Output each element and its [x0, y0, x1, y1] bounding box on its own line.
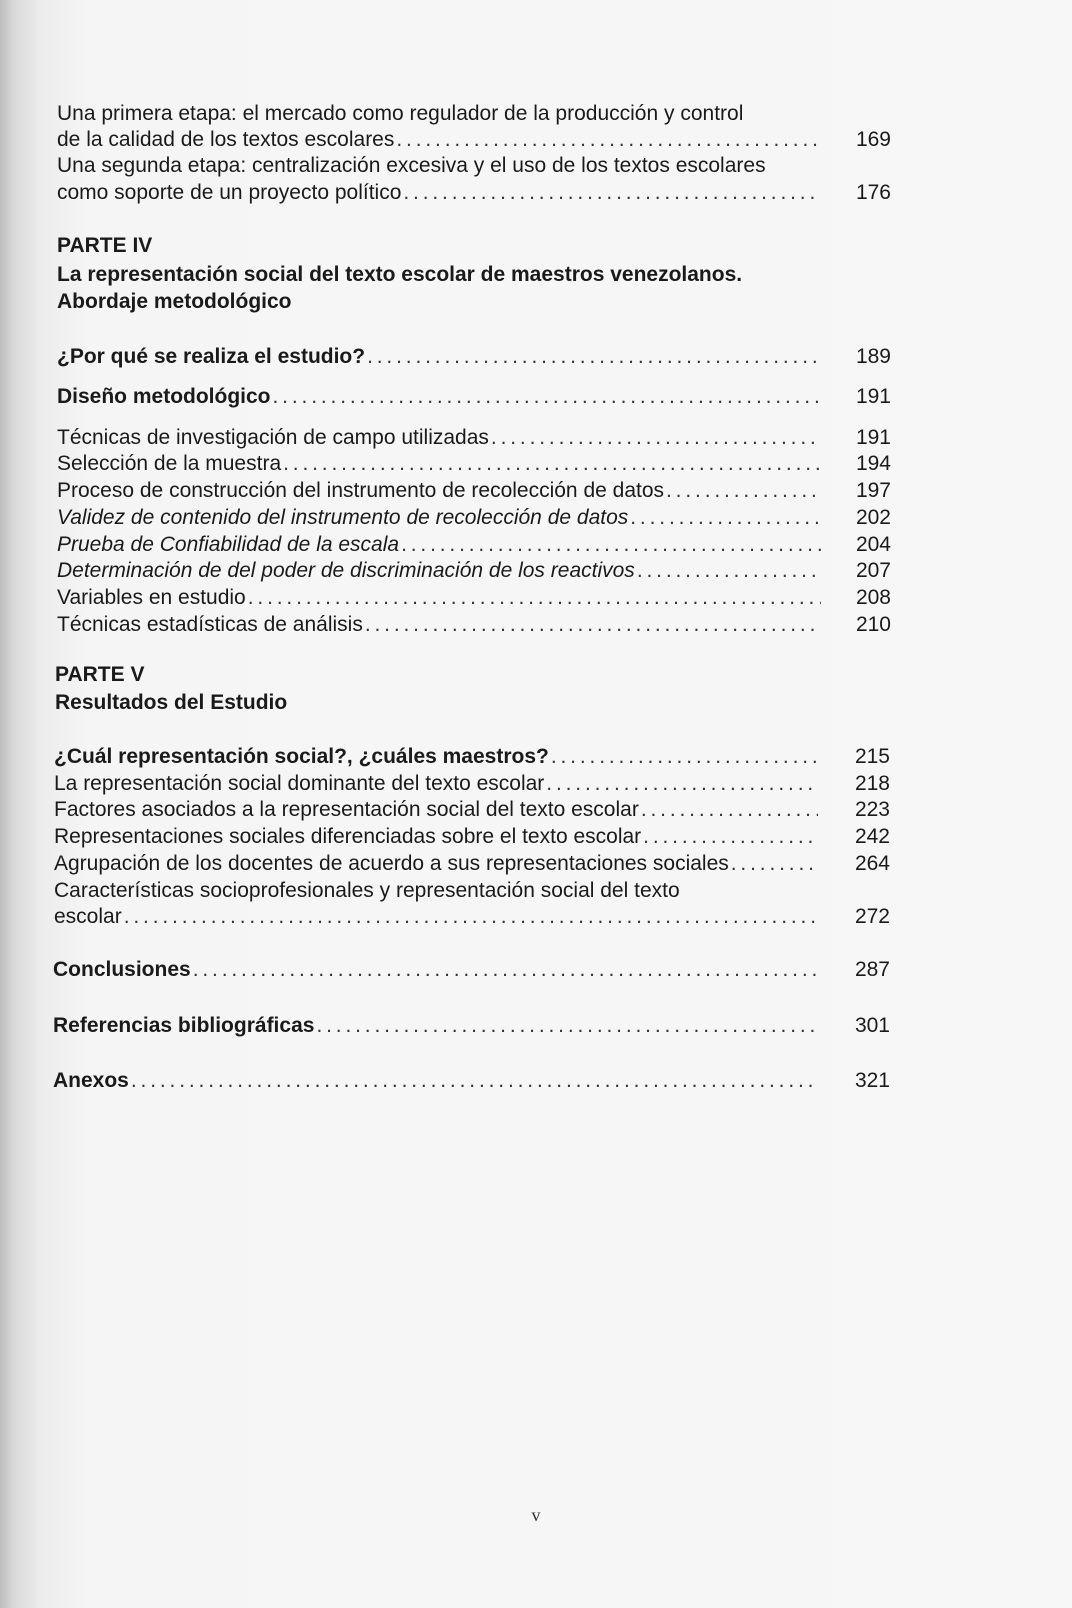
toc-entry [57, 612, 891, 638]
toc-entry [54, 904, 890, 930]
toc-entry [57, 180, 891, 206]
toc-entry-title: ¿Por qué se realiza el estudio? [57, 345, 366, 368]
toc-page-number: 215 [854, 745, 890, 768]
toc-entry-title: Anexos [53, 1069, 129, 1092]
toc-page-number: 207 [855, 559, 891, 582]
toc-entry-title: Determinación de del poder de discriminación de los reactivos [57, 559, 635, 582]
toc-page-number: 191 [855, 385, 891, 408]
toc-page-number: 202 [855, 506, 891, 529]
toc-entry [57, 384, 891, 410]
toc-entry [53, 1068, 890, 1094]
toc-entry-title: de la calidad de los textos escolares [57, 128, 395, 151]
toc-entry-title: Variables en estudio [57, 586, 246, 609]
dot-leader [643, 824, 818, 850]
toc-entry-title: Validez de contenido del instrumento de recolección de datos [57, 506, 629, 529]
toc-entry-line: Características socioprofesionales y representación social del texto [54, 879, 680, 902]
part-title: Abordaje metodológico [57, 290, 292, 313]
dot-leader [551, 744, 818, 770]
toc-entry-title: Proceso de construcción del instrumento de recolección de datos [57, 479, 665, 502]
dot-leader [546, 771, 818, 797]
toc-entry [54, 851, 890, 877]
toc-page-number: 242 [854, 825, 890, 848]
dot-leader [316, 1013, 818, 1039]
toc-page-number: 287 [854, 958, 890, 981]
part-label: PARTE IV [57, 234, 153, 257]
toc-page-number: 223 [854, 798, 890, 821]
dot-leader [193, 957, 818, 983]
toc-entry-line: Una segunda etapa: centralización excesiva y el uso de los textos escolares [57, 154, 766, 177]
toc-entry [57, 127, 891, 153]
dot-leader [731, 851, 818, 877]
toc-page-number: 191 [855, 426, 891, 449]
toc-entry-title: Selección de la muestra [57, 452, 282, 475]
dot-leader [124, 904, 818, 930]
dot-leader [273, 384, 821, 410]
toc-page-number: 204 [855, 533, 891, 556]
part-label: PARTE V [55, 663, 145, 686]
toc-entry-title: Técnicas de investigación de campo utilizadas [57, 426, 489, 449]
toc-entry [53, 957, 890, 983]
toc-entry [57, 505, 891, 531]
toc-entry [57, 532, 891, 558]
toc-entry [57, 451, 891, 477]
dot-leader [666, 478, 821, 504]
toc-page-number: 197 [855, 479, 891, 502]
dot-leader [630, 505, 821, 531]
toc-entry [54, 797, 890, 823]
toc-entry [57, 425, 891, 451]
toc-entry [57, 558, 891, 584]
toc-entry-title: Referencias bibliográficas [53, 1014, 315, 1037]
dot-leader [131, 1068, 818, 1094]
toc-page-number: 321 [854, 1069, 890, 1092]
part-title: La representación social del texto escolar de maestros venezolanos. [57, 263, 743, 286]
toc-page-number: 176 [855, 181, 891, 204]
toc-page-number: 208 [855, 586, 891, 609]
dot-leader [283, 451, 821, 477]
page-folio: v [531, 1505, 541, 1525]
dot-leader [403, 180, 821, 206]
toc-entry-title: Representaciones sociales diferenciadas sobre el texto escolar [54, 825, 642, 848]
toc-entry-title: escolar [54, 905, 122, 928]
toc-entry-title: ¿Cuál representación social?, ¿cuáles maestros? [54, 745, 549, 768]
toc-entry [54, 824, 890, 850]
toc-entry-title: como soporte de un proyecto político [57, 181, 402, 204]
toc-entry-line: Una primera etapa: el mercado como regulador de la producción y control [57, 102, 744, 125]
toc-page-number: 189 [855, 345, 891, 368]
toc-entry-title: Conclusiones [53, 958, 191, 981]
dot-leader [491, 425, 821, 451]
dot-leader [401, 532, 821, 558]
toc-entry-title: Técnicas estadísticas de análisis [57, 613, 363, 636]
toc-page-number: 272 [854, 905, 890, 928]
toc-entry [53, 1013, 890, 1039]
dot-leader [365, 612, 821, 638]
dot-leader [396, 127, 821, 153]
dot-leader [641, 797, 818, 823]
toc-page-number: 301 [854, 1014, 890, 1037]
toc-entry [57, 585, 891, 611]
toc-entry [54, 744, 890, 770]
toc-page-number: 169 [855, 128, 891, 151]
toc-entry-title: Factores asociados a la representación social del texto escolar [54, 798, 639, 821]
toc-entry-title: Agrupación de los docentes de acuerdo a sus representaciones sociales [54, 852, 729, 875]
toc-entry-title: Prueba de Confiabilidad de la escala [57, 533, 400, 556]
toc-entry-title: La representación social dominante del texto escolar [54, 772, 545, 795]
toc-entry [57, 344, 891, 370]
dot-leader [637, 558, 821, 584]
toc-page-number: 194 [855, 452, 891, 475]
toc-page-number: 264 [854, 852, 890, 875]
dot-leader [248, 585, 821, 611]
toc-page-number: 210 [855, 613, 891, 636]
toc-entry-title: Diseño metodológico [57, 385, 271, 408]
toc-entry [54, 771, 890, 797]
toc-page-number: 218 [854, 772, 890, 795]
dot-leader [367, 344, 821, 370]
toc-entry [57, 478, 891, 504]
part-title: Resultados del Estudio [55, 691, 288, 714]
